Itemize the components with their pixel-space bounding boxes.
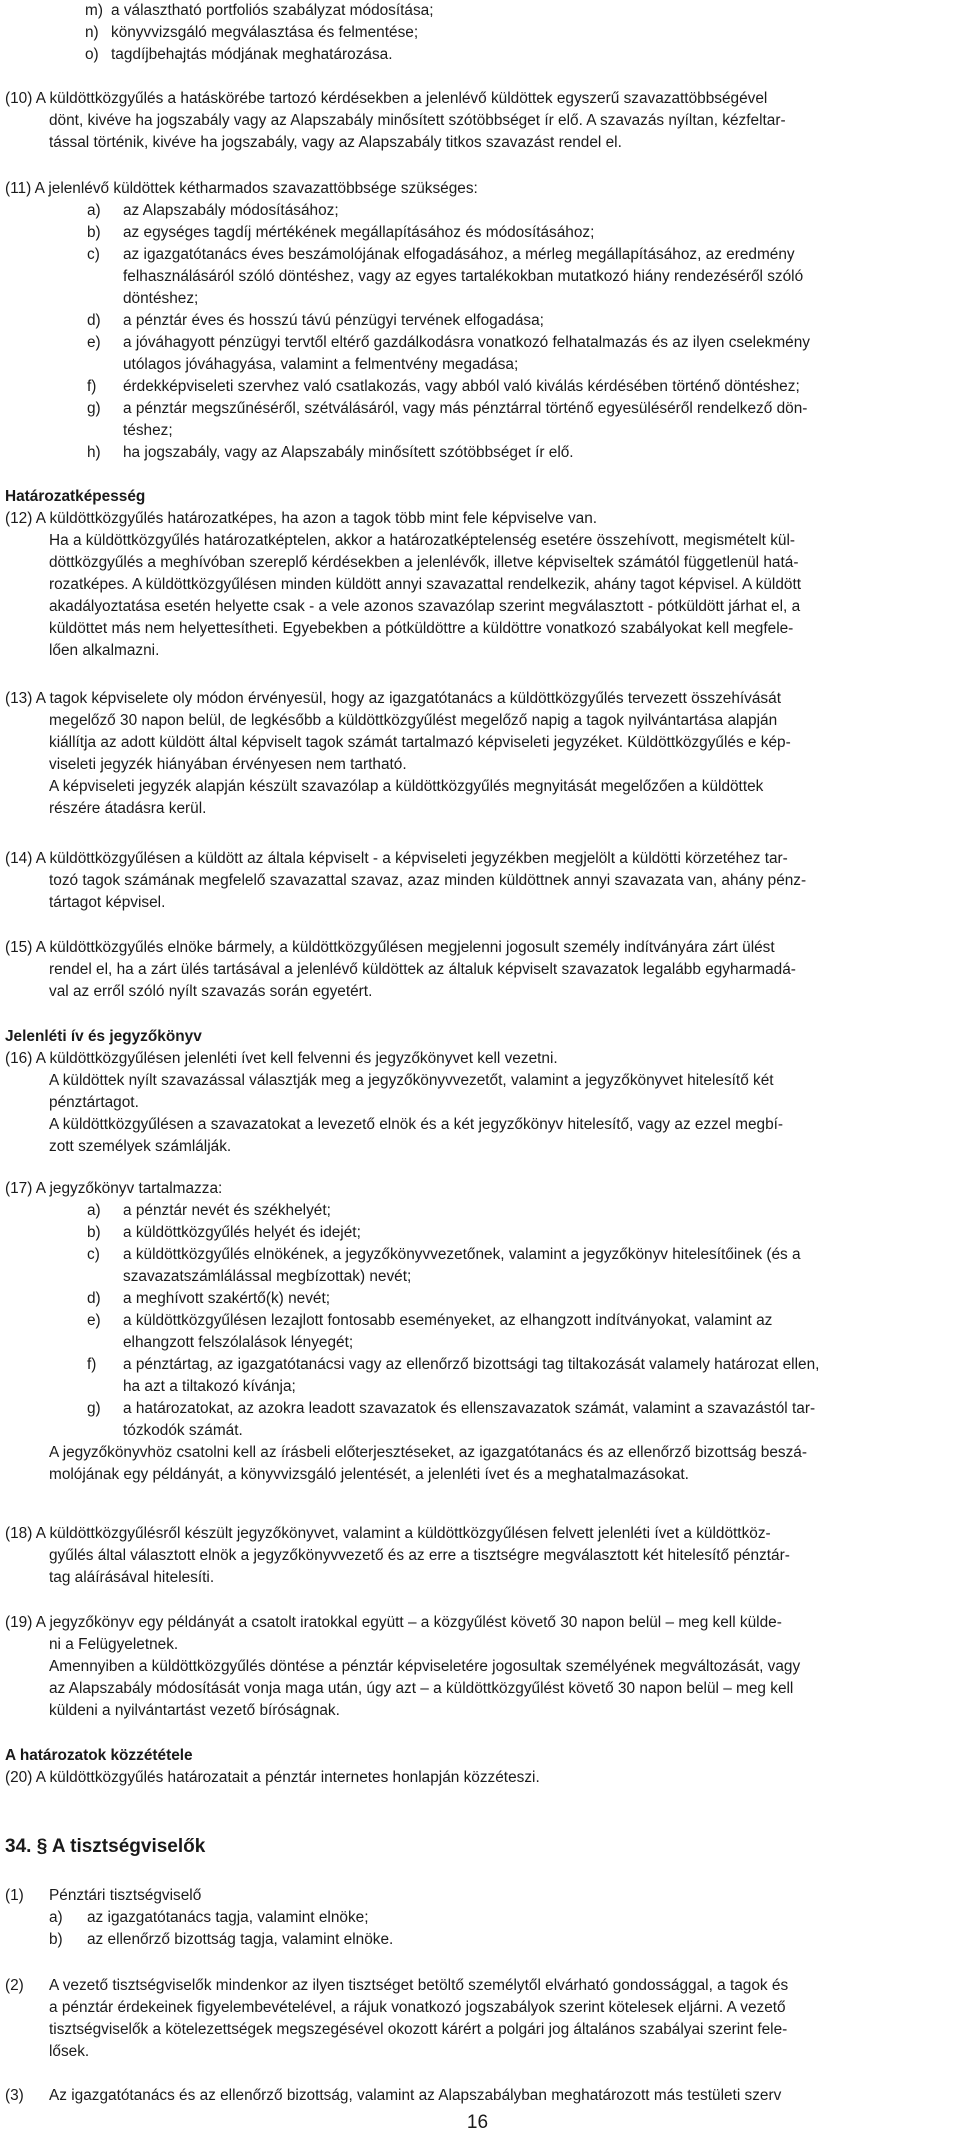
list-item: n) könyvvizsgáló megválasztása és felmentése; xyxy=(85,24,419,41)
text-line: rozatképes. A küldöttközgyűlésen minden küldött annyi szavazattal rendelkezik, ahány tagot képvisel. A küldött xyxy=(49,576,802,593)
list-item: g) a határozatokat, az azokra leadott szavazatok és ellenszavazatok számát, valamint a szavazástól tar- tózkodók számát. xyxy=(87,1400,816,1439)
paragraph-19 xyxy=(5,1612,950,1722)
text-line: (3) Az igazgatótanács és az ellenőrző bizottság, valamint az Alapszabályban meghatározott más testületi szerv xyxy=(5,2085,950,2107)
paragraph-number: (2) xyxy=(5,1977,24,1994)
text-line: gyűlés által választott elnök a jegyzőkönyvvezető és az erre a tisztségre megválasztott két hitelesítő pénztár- xyxy=(49,1547,790,1564)
list-item: b) az ellenőrző bizottság tagja, valamint elnöke. xyxy=(49,1931,394,1948)
text-line: küldöttet más nem helyettesítheti. Egyebekben a pótküldöttre a küldöttre vonatkozó szabályokat kell megfele- xyxy=(49,620,794,637)
list-item: a) a pénztár nevét és székhelyét; xyxy=(87,1202,331,1219)
text-line: pénztártagot. xyxy=(49,1094,139,1111)
section-34-par-2 xyxy=(5,1975,950,2063)
text-line: kiállítja az adott küldött által képviselt tagok számát tartalmazó képviseleti jegyzéket. Küldöttközgyűlés e kép- xyxy=(49,734,791,751)
text-line: A küldöttközgyűlésen a szavazatokat a levezető elnök és a két jegyzőkönyv hitelesítő, vagy az ezzel megbí- xyxy=(49,1116,784,1133)
text-line: tag aláírásával hitelesíti. xyxy=(49,1569,215,1586)
section-34-par-1 xyxy=(5,1885,950,1951)
text-line: val az erről szóló nyílt szavazás során egyetért. xyxy=(49,983,373,1000)
paragraph-10 xyxy=(5,88,950,154)
list-item: e) a küldöttközgyűlésen lezajlott fontosabb eseményeket, az elhangzott indítványokat, valamint az elhangzott felszólalások lényegét; xyxy=(87,1312,773,1351)
section-heading xyxy=(5,486,950,662)
paragraph-18 xyxy=(5,1523,950,1589)
text-line: A képviseleti jegyzék alapján készült szavazólap a küldöttközgyűlés megnyitását megelőzően a küldöttek xyxy=(49,778,764,795)
text-line: (18) A küldöttközgyűlésről készült jegyzőkönyvet, valamint a küldöttközgyűlésen felvett jelenléti ívet a küldöttköz- xyxy=(5,1525,771,1542)
page-number: 16 xyxy=(466,2112,489,2133)
list-item: f) érdekképviseleti szervhez való csatlakozás, vagy abból való kiválás kérdésében történő döntéshez; xyxy=(87,378,800,395)
text-line: tártagot képvisel. xyxy=(49,894,166,911)
paragraph-14 xyxy=(5,848,950,914)
text-line: lően alkalmazni. xyxy=(49,642,160,659)
text-line: (12) A küldöttközgyűlés határozatképes, ha azon a tagok több mint fele képviselve van. xyxy=(5,510,598,527)
text-line: tisztségviselők a kötelezettségek megszegésével okozott kárért a polgári jog általános szabályai szerint fele- xyxy=(49,2021,788,2038)
paragraph-15 xyxy=(5,937,950,1003)
text-line: (11) A jelenlévő küldöttek kétharmados szavazattöbbsége szükséges: xyxy=(5,180,478,197)
text-line: (15) A küldöttközgyűlés elnöke bármely, a küldöttközgyűlésen megjelenni jogosult személy indítványára zárt ülést xyxy=(5,939,775,956)
text-line: a pénztár érdekeinek figyelembevételével, a rájuk vonatkozó jogszabályok szerint kötelesek eljárni. A vezető xyxy=(49,1999,786,2016)
text-line: (17) A jegyzőkönyv tartalmazza: xyxy=(5,1180,223,1197)
heading-hatarozatkepesseg: Határozatképesség xyxy=(5,488,146,505)
list-item: o) tagdíjbehajtás módjának meghatározása. xyxy=(85,46,393,63)
text-line: rendel el, ha a zárt ülés tartásával a jelenlévő küldöttek az általuk képviselt szavazatok legalább egyharmadá- xyxy=(49,961,796,978)
list-item: b) a küldöttközgyűlés helyét és idejét; xyxy=(87,1224,361,1241)
text-line: (14) A küldöttközgyűlésen a küldött az általa képviselt - a képviseleti jegyzékben megjelölt a küldötti körzetéhez tar- xyxy=(5,850,788,867)
text-line: Amennyiben a küldöttközgyűlés döntése a pénztár képviseletére jogosultak személyének megváltozását, vagy xyxy=(49,1658,801,1675)
list-item: g) a pénztár megszűnéséről, szétválásáról, vagy más pénztárral történő egyesüléséről rendelkező dön- téshez; xyxy=(87,400,808,439)
list-item: a) az Alapszabály módosításához; xyxy=(87,202,339,219)
text-line: (1) Pénztári tisztségviselő xyxy=(5,1885,950,1907)
paragraph-number: (1) xyxy=(5,1887,24,1904)
text-line: (10) A küldöttközgyűlés a hatáskörébe tartozó kérdésekben a jelenlévő küldöttek egyszerű szavazattöbbségével xyxy=(5,90,768,107)
text-line: az Alapszabály módosítását vonja maga után, úgy azt – a küldöttközgyűlést követő 30 napon belül – meg kell xyxy=(49,1680,794,1697)
top-list xyxy=(5,0,950,66)
text-line: molójának egy példányát, a könyvvizsgáló jelentését, a jelenléti ívet és a meghatalmazásokat. xyxy=(49,1466,689,1483)
section-number: 34. xyxy=(5,1836,32,1857)
list-item: b) az egységes tagdíj mértékének megállapításához és módosításához; xyxy=(87,224,595,241)
text-line: ni a Felügyeletnek. xyxy=(49,1636,179,1653)
text-line: dönt, kivéve ha jogszabály vagy az Alapszabály minősített szótöbbséget ír elő. A szavazás nyíltan, kézfeltar- xyxy=(49,112,786,129)
text-line: megelőző 30 napon belül, de legkésőbb a küldöttközgyűlést megelőző napig a tagok nyilvántartása alapján xyxy=(49,712,778,729)
paragraph-13 xyxy=(5,688,950,820)
list-item: h) ha jogszabály, vagy az Alapszabály minősített szótöbbséget ír elő. xyxy=(87,444,574,461)
text-line: lősek. xyxy=(49,2043,90,2060)
section-34-par-3 xyxy=(5,2085,950,2107)
list-item: c) az igazgatótanács éves beszámolójának elfogadásához, a mérleg megállapításához, az eredmény felhasználásáról szóló döntéshez, vagy az egyes tartalékokban mutatkozó hiány rendezéséről szóló döntéshez; xyxy=(87,246,804,307)
paragraph-number: (3) xyxy=(5,2087,24,2104)
text-line: (16) A küldöttközgyűlésen jelenléti ívet kell felvenni és jegyzőkönyvet kell vezetni. xyxy=(5,1050,558,1067)
kozzetetel-section xyxy=(5,1745,950,1789)
list-item: d) a meghívott szakértő(k) nevét; xyxy=(87,1290,331,1307)
text-line: akadályoztatása esetén helyette csak - a vele azonos szavazólap szerint megválasztott - pótküldött járhat el, a xyxy=(49,598,801,615)
text-line: (20) A küldöttközgyűlés határozatait a pénztár internetes honlapján közzéteszi. xyxy=(5,1769,540,1786)
heading-jelenleti-iv: Jelenléti ív és jegyzőkönyv xyxy=(5,1028,202,1045)
text-line: Ha a küldöttközgyűlés határozatképtelen, akkor a határozatképtelenség esetére összehívott, megismételt kül- xyxy=(49,532,796,549)
section-34-title xyxy=(5,1834,950,1860)
paragraph-11 xyxy=(5,178,950,464)
text-line: részére átadásra kerül. xyxy=(49,800,207,817)
text-line: zott személyek számlálják. xyxy=(49,1138,232,1155)
text-line: tással történik, kivéve ha jogszabály, vagy az Alapszabály titkos szavazást rendel el. xyxy=(49,134,622,151)
jelenleti-section xyxy=(5,1026,950,1158)
list-item: e) a jóváhagyott pénzügyi tervtől eltérő gazdálkodásra vonatkozó felhatalmazás és az ilyen cselekmény utólagos jóváhagyása, valamint a felmentvény megadása; xyxy=(87,334,810,373)
list-item: m) a választható portfoliós szabályzat módosítása; xyxy=(85,2,434,19)
list-item: f) a pénztártag, az igazgatótanácsi vagy az ellenőrző bizottsági tag tiltakozását valamely határozat ellen, ha azt a tiltakozó kívánja; xyxy=(87,1356,820,1395)
text-line: (19) A jegyzőkönyv egy példányát a csatolt iratokkal együtt – a közgyűlést követő 30 napon belül – meg kell külde- xyxy=(5,1614,782,1631)
text-line: A küldöttek nyílt szavazással választják meg a jegyzőkönyvvezetőt, valamint a jegyzőkönyvet hitelesítő két xyxy=(49,1072,774,1089)
list-item: a) az igazgatótanács tagja, valamint elnöke; xyxy=(49,1909,369,1926)
text-line: (2) A vezető tisztségviselők mindenkor az ilyen tisztséget betöltő személytől elvárható gondossággal, a tagok és xyxy=(5,1975,950,1997)
section-title: § A tisztségviselők xyxy=(36,1836,206,1857)
text-line: A jegyzőkönyvhöz csatolni kell az írásbeli előterjesztéseket, az igazgatótanács és az ellenőrző bizottság beszá- xyxy=(49,1444,807,1461)
list-item: d) a pénztár éves és hosszú távú pénzügyi tervének elfogadása; xyxy=(87,312,544,329)
list-item: c) a küldöttközgyűlés elnökének, a jegyzőkönyvvezetőnek, valamint a jegyzőkönyv hitelesítőinek (és a szavazatszámlálással megbízottak) nevét; xyxy=(87,1246,801,1285)
text-line: (13) A tagok képviselete oly módon érvényesül, hogy az igazgatótanács a küldöttközgyűlés tervezett összehívását xyxy=(5,690,781,707)
text-line: viseleti jegyzék hiányában érvényesen nem tartható. xyxy=(49,756,407,773)
heading-kozzetetel: A határozatok közzététele xyxy=(5,1747,193,1764)
text-line: döttközgyűlés a meghívóban szereplő kérdésekben a jelenlévők, illetve képviseltek számától függetlenül hatá- xyxy=(49,554,799,571)
text-line: küldeni a nyilvántartást vezető bíróságnak. xyxy=(49,1702,340,1719)
paragraph-17 xyxy=(5,1178,950,1486)
text-line: tozó tagok számának megfelelő szavazattal szavaz, azaz minden küldöttnek annyi szavazata van, ahány pénz- xyxy=(49,872,807,889)
